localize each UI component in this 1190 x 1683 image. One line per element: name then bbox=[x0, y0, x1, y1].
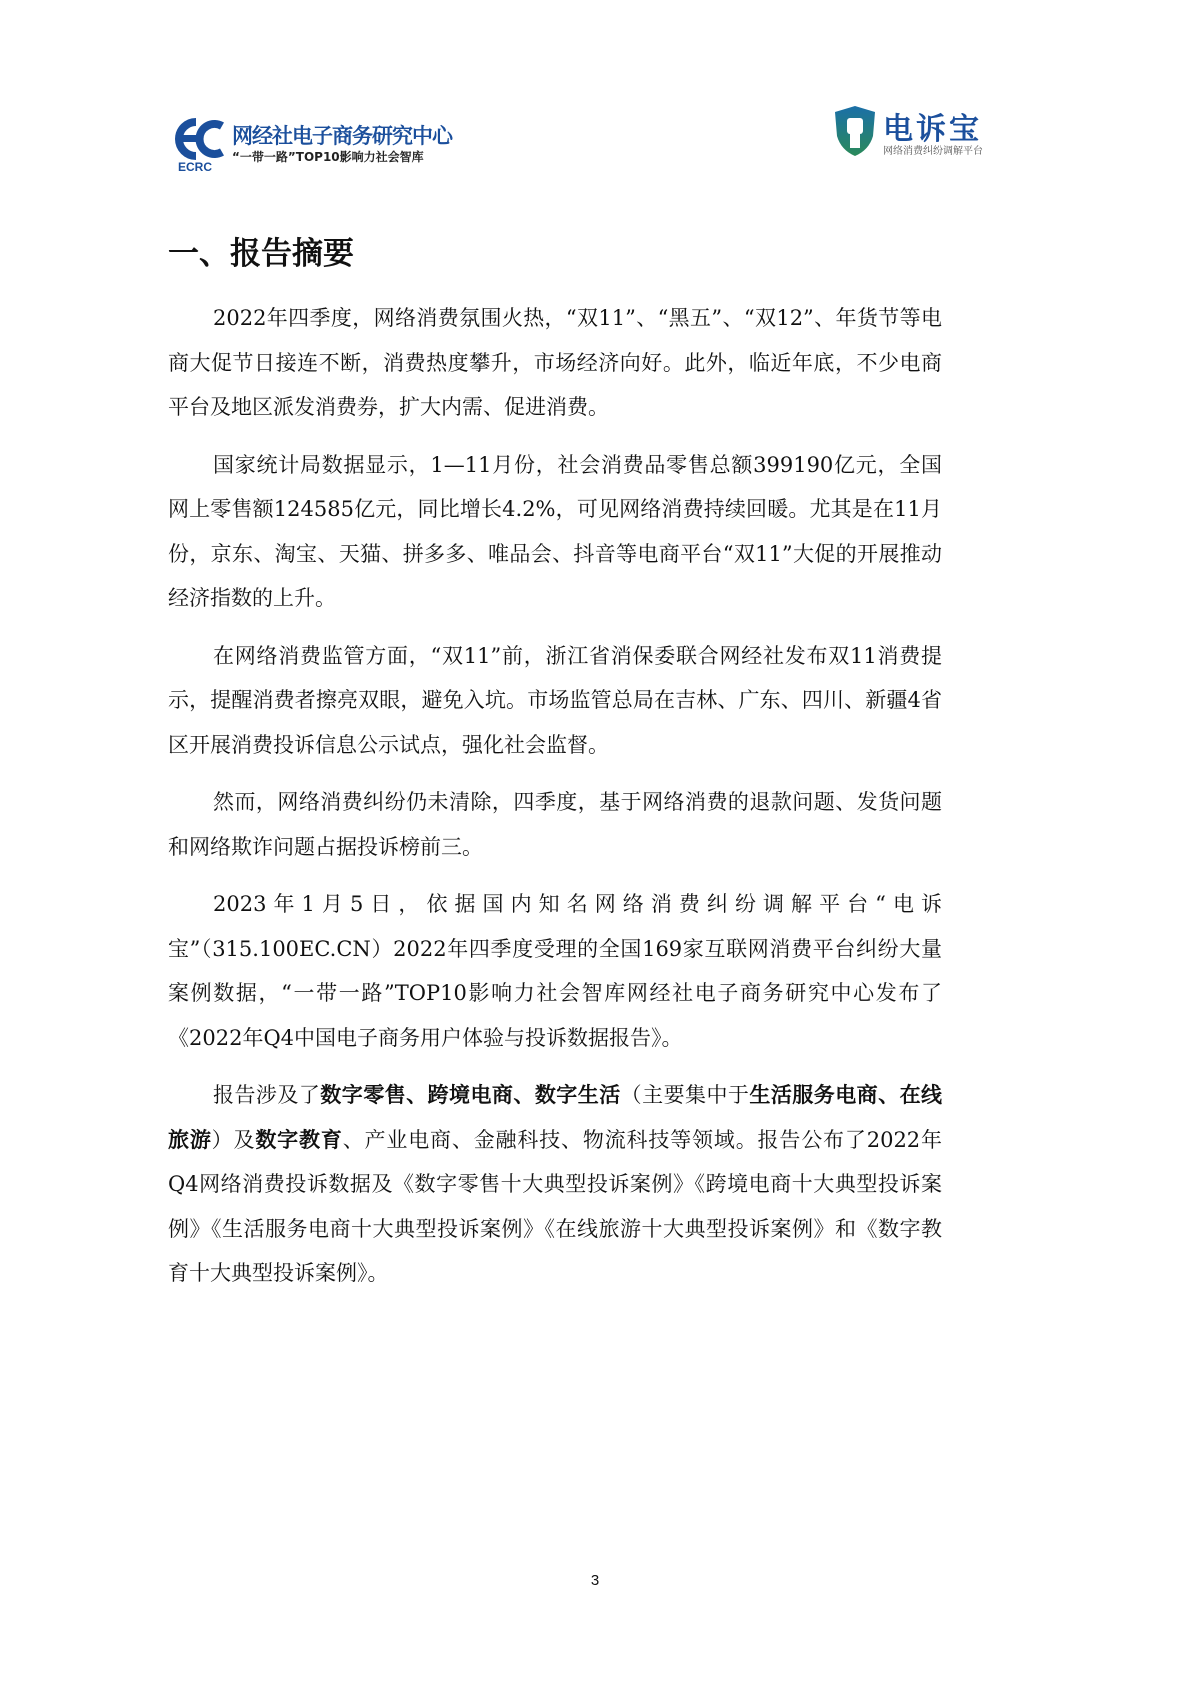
brand-subtitle: 网络消费纠纷调解平台 bbox=[883, 146, 983, 157]
shield-fist-icon bbox=[833, 104, 877, 158]
text: ）及 bbox=[211, 1127, 256, 1152]
text: （主要集中于 bbox=[620, 1083, 750, 1107]
paragraph: 国家统计局数据显示，1—11月份，社会消费品零售总额399190亿元，全国网上零售额124585亿元，同比增长4.2%，可见网络消费持续回暖。尤其是在11月份，京东、淘宝、天猫、拼多多、唯品会、抖音等电商平台“双11”大促的开展推动经济指数的上升。 bbox=[168, 452, 942, 610]
paragraph: 2023年1月5日，依据国内知名网络消费纠纷调解平台“电诉宝”（315.100EC.CN）2022年四季度受理的全国169家互联网消费平台纠纷大量案例数据，“一带一路”TOP10影响力社会智库网经社电子商务研究中心发布了《2022年Q4中国电子商务用户体验与投诉数据报告》。 bbox=[168, 892, 942, 1050]
text: 、产业电商、金融科技、物流科技等领域。报告公布了2022年Q4网络消费投诉数据及《数字零售十大典型投诉案例》《跨境电商十大典型投诉案例》《生活服务电商十大典型投诉案例》《在线旅游十大典型投诉案例》和《数字教育十大典型投诉案例》。 bbox=[168, 1127, 942, 1285]
bold-text: 数字教育 bbox=[255, 1127, 343, 1152]
paragraph: 2022年四季度，网络消费氛围火热，“双11”、“黑五”、“双12”、年货节等电商大促节日接连不断，消费热度攀升，市场经济向好。此外，临近年底，不少电商平台及地区派发消费券，扩大内需、促进消费。 bbox=[168, 306, 942, 419]
paragraph-scope bbox=[168, 1073, 942, 1296]
section-title: 一、报告摘要 bbox=[168, 236, 354, 272]
ecrc-abbr: ECRC bbox=[178, 160, 213, 174]
text: 报告涉及了 bbox=[213, 1083, 321, 1107]
org-name: 网经社电子商务研究中心 bbox=[232, 125, 452, 148]
paragraph: 然而，网络消费纠纷仍未清除，四季度，基于网络消费的退款问题、发货问题和网络欺诈问题占据投诉榜前三。 bbox=[168, 790, 942, 859]
page-number: 3 bbox=[590, 1572, 600, 1589]
bold-text: 生活服务电商、在线旅游 bbox=[168, 1083, 943, 1152]
bold-text: 数字零售、跨境电商、数字生活 bbox=[320, 1083, 621, 1107]
ecrc-logo bbox=[172, 118, 462, 178]
org-subtitle: “一带一路”TOP10影响力社会智库 bbox=[232, 150, 424, 164]
dianshubao-logo bbox=[833, 104, 1003, 160]
ec-logo-mark-icon bbox=[172, 118, 228, 160]
report-summary-body bbox=[168, 296, 942, 1309]
paragraph: 在网络消费监管方面，“双11”前，浙江省消保委联合网经社发布双11消费提示，提醒消费者擦亮双眼，避免入坑。市场监管总局在吉林、广东、四川、新疆4省区开展消费投诉信息公示试点，强化社会监督。 bbox=[168, 643, 942, 757]
brand-name: 电诉宝 bbox=[883, 112, 982, 147]
